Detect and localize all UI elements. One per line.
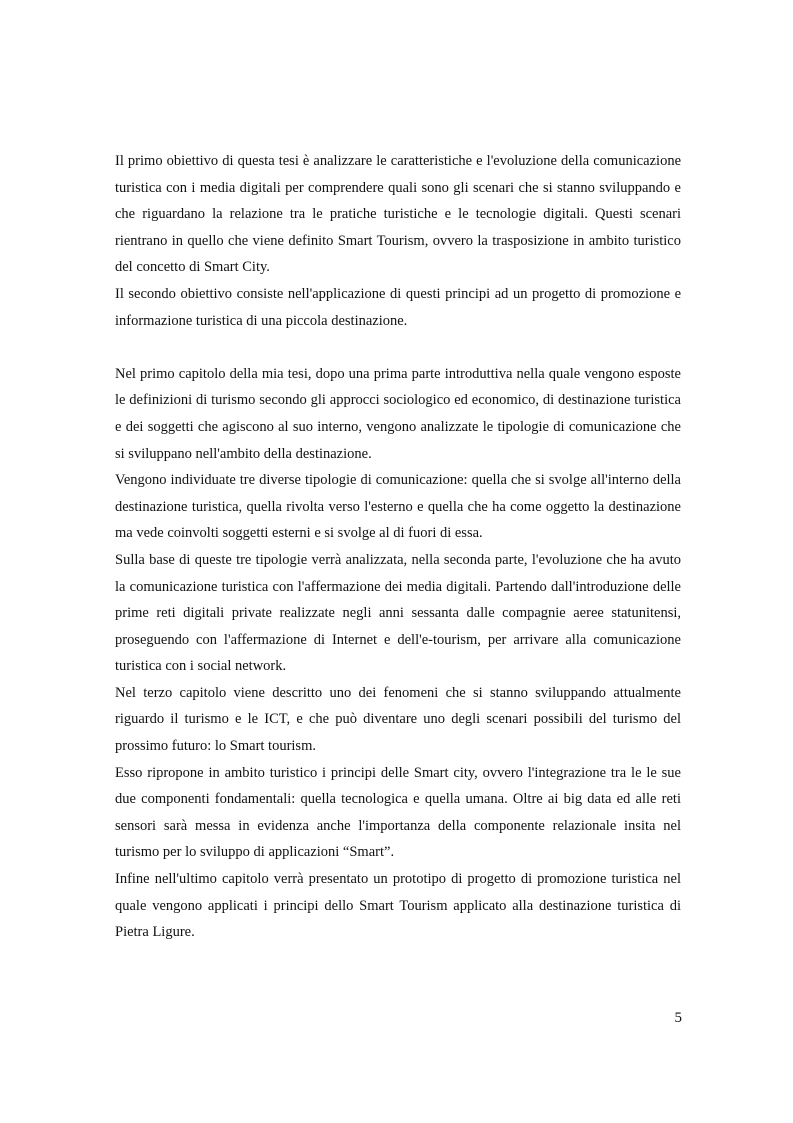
paragraph-5: Sulla base di queste tre tipologie verrà analizzata, nella seconda parte, l'evoluzione che ha avuto la comunicazione turistica con l'affermazione dei media digitali. Partendo dall'introduzione delle prime reti digitali private realizzate negli anni sessanta dalle compagnie aeree statunitensi, proseguendo con l'affermazione di Internet e dell'e-tourism, per arrivare alla comunicazione turistica con i social network. bbox=[115, 551, 681, 675]
paragraph-1: Il primo obiettivo di questa tesi è analizzare le caratteristiche e l'evoluzione della comunicazione turistica con i media digitali per comprendere quali sono gli scenari che si stanno sviluppando e che riguardano la relazione tra le pratiche turistiche e le tecnologie digitali. Questi scenari rientrano in quello che viene definito Smart Tourism, ovvero la trasposizione in ambito turistico del concetto di Smart City. bbox=[115, 153, 681, 276]
paragraph-gap bbox=[115, 334, 681, 361]
body-text bbox=[115, 148, 681, 946]
paragraph-2: Il secondo obiettivo consiste nell'applicazione di questi principi ad un progetto di promozione e informazione turistica di una piccola destinazione. bbox=[115, 285, 681, 329]
paragraph-7: Esso ripropone in ambito turistico i principi delle Smart city, ovvero l'integrazione tra le le sue due componenti fondamentali: quella tecnologica e quella umana. Oltre ai big data ed alle reti sensori sarà messa in evidenza anche l'importanza della componente relazionale insita nel turismo per lo sviluppo di applicazioni “Smart”. bbox=[115, 764, 681, 861]
page-number: 5 bbox=[674, 1010, 682, 1026]
paragraph-3: Nel primo capitolo della mia tesi, dopo una prima parte introduttiva nella quale vengono esposte le definizioni di turismo secondo gli approcci sociologico ed economico, di destinazione turistica e dei soggetti che agiscono al suo interno, vengono analizzate le tipologie di comunicazione che si sviluppano nell'ambito della destinazione. bbox=[115, 365, 681, 462]
paragraph-4: Vengono individuate tre diverse tipologie di comunicazione: quella che si svolge all'interno della destinazione turistica, quella rivolta verso l'esterno e quella che ha come oggetto la destinazione ma vede coinvolti soggetti esterni e si svolge al di fuori di essa. bbox=[115, 472, 681, 542]
paragraph-6: Nel terzo capitolo viene descritto uno dei fenomeni che si stanno sviluppando attualmente riguardo il turismo e le ICT, e che può diventare uno degli scenari possibili del turismo del prossimo futuro: lo Smart tourism. bbox=[115, 684, 681, 755]
paragraph-8: Infine nell'ultimo capitolo verrà presentato un prototipo di progetto di promozione turistica nel quale vengono applicati i principi dello Smart Tourism applicato alla destinazione turistica di Pietra Ligure. bbox=[115, 871, 681, 941]
